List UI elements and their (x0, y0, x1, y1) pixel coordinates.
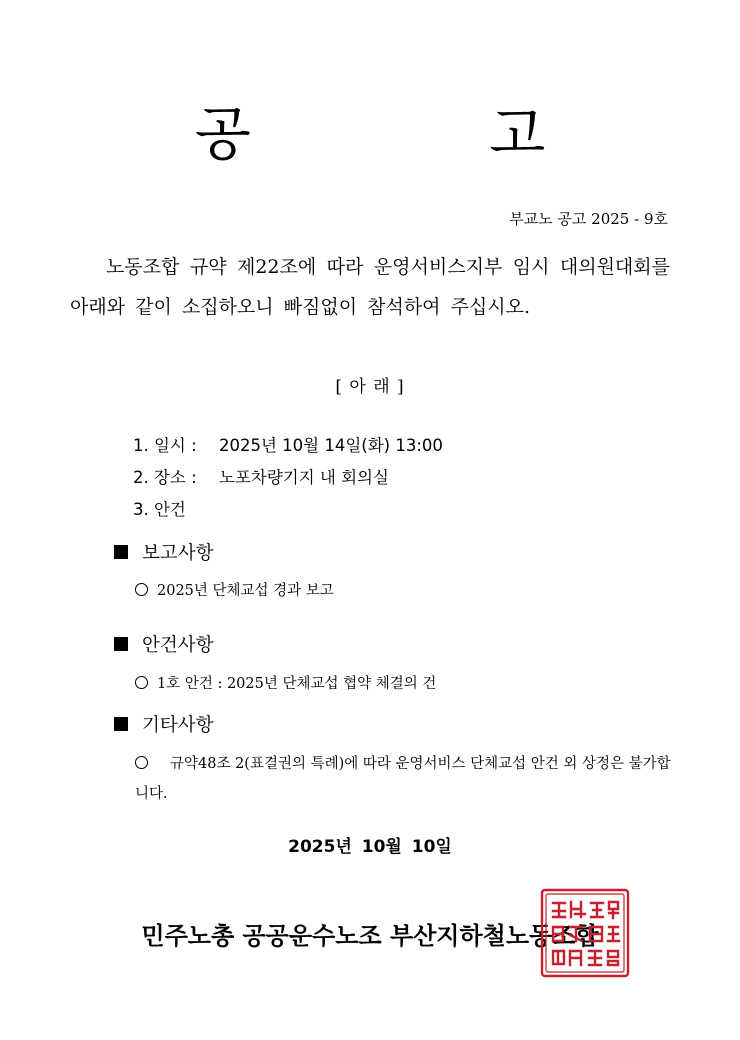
item-text: 규약48조 2(표결권의 특례)에 따라 운영서비스 단체교섭 안건 외 상정은 불가합니다. (135, 756, 671, 802)
section-agenda-heading (114, 632, 213, 660)
organization-name: 민주노총 공공운수노조 부산지하철노동조합 (141, 922, 599, 950)
document-number: 부교노 공고 2025 - 9호 (509, 210, 668, 228)
circle-bullet-icon (135, 676, 148, 689)
square-bullet-icon (114, 637, 128, 651)
section-report-heading (114, 540, 213, 568)
agenda-list (133, 430, 443, 526)
agenda-label: 1. 일시 : (133, 436, 197, 455)
agenda-item-datetime (133, 430, 443, 462)
notice-date: 2025년 10월 10일 (288, 837, 452, 857)
official-seal-icon (539, 887, 631, 979)
item-text: 2025년 단체교섭 경과 보고 (157, 583, 334, 599)
square-bullet-icon (114, 717, 128, 731)
section-title: 안건사항 (142, 635, 214, 656)
agenda-item-topics (133, 494, 443, 526)
section-title: 보고사항 (142, 543, 214, 564)
section-agenda-item (135, 669, 436, 699)
page-title: 공 고 (194, 100, 656, 168)
agenda-label: 2. 장소 : (133, 468, 197, 487)
section-other-heading (114, 712, 213, 740)
square-bullet-icon (114, 545, 128, 559)
agenda-value: 2025년 10월 14일(화) 13:00 (219, 436, 443, 455)
section-report-item (135, 576, 334, 606)
circle-bullet-icon (135, 583, 148, 596)
circle-bullet-icon (135, 756, 148, 769)
section-title: 기타사항 (142, 715, 214, 736)
item-text: 1호 안건 : 2025년 단체교섭 협약 체결의 건 (157, 676, 437, 692)
intro-paragraph: 노동조합 규약 제22조에 따라 운영서비스지부 임시 대의원대회를 아래와 같이 소집하오니 빠짐없이 참석하여 주십시오. (70, 256, 670, 318)
agenda-item-location (133, 462, 443, 494)
below-heading: [ 아 래 ] (335, 377, 405, 397)
section-other-item (135, 749, 675, 809)
agenda-value: 노포차량기지 내 회의실 (219, 468, 389, 487)
agenda-label: 3. 안건 (133, 500, 186, 519)
